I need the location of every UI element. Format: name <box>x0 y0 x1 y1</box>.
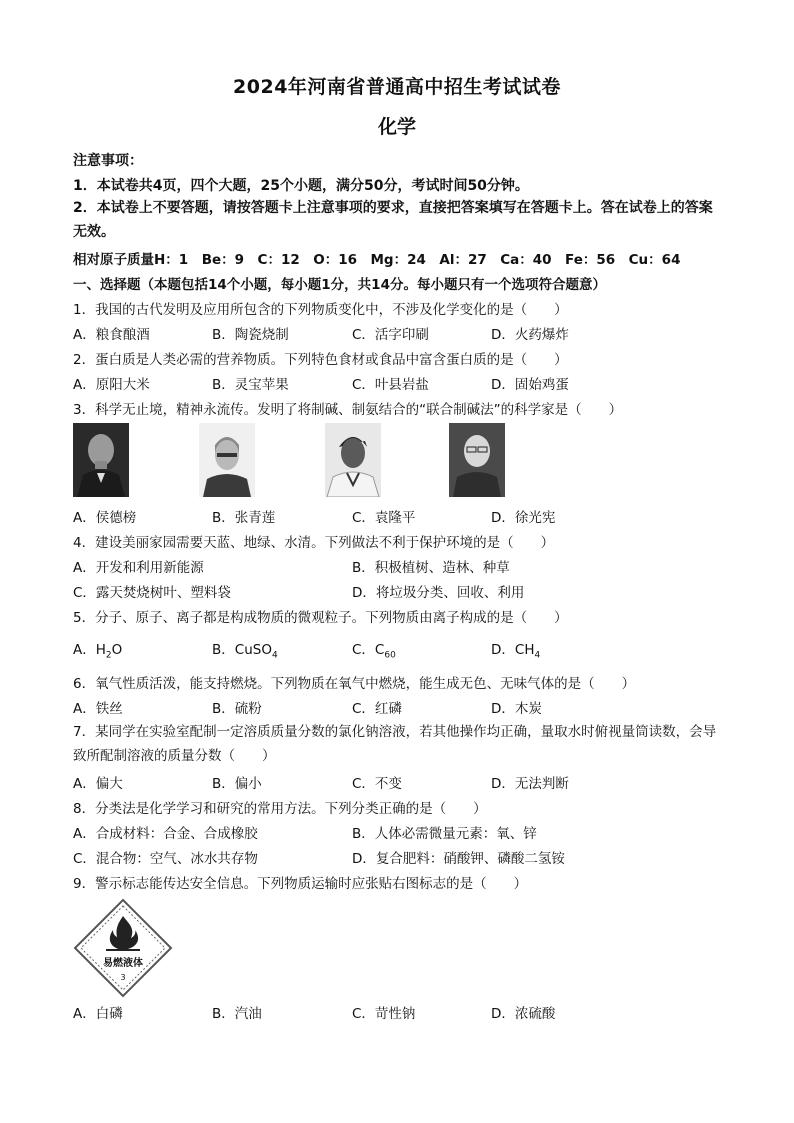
sign-label: 易燃液体 <box>103 958 143 969</box>
question-5-option-a[interactable] <box>73 638 122 661</box>
notice-heading: 注意事项： <box>73 153 143 169</box>
notice-item-1: 1．本试卷共4页，四个大题，25个小题，满分50分，考试时间50分钟。 <box>73 178 529 194</box>
question-3-option-b[interactable]: B．张青莲 <box>212 510 276 526</box>
question-8-option-a[interactable]: A．合成材料：合金、合成橡胶 <box>73 826 258 842</box>
question-4-option-a[interactable]: A．开发和利用新能源 <box>73 560 204 576</box>
question-7-option-d[interactable]: D．无法判断 <box>491 776 569 792</box>
option-text: D．CH <box>491 642 535 658</box>
question-3-stem: 3．科学无止境，精神永流传。发明了将制碱、制氨结合的“联合制碱法”的科学家是（ ） <box>73 402 623 418</box>
question-9-stem: 9．警示标志能传达安全信息。下列物质运输时应张贴右图标志的是（ ） <box>73 876 528 892</box>
subscript: 4 <box>271 650 278 661</box>
option-text: A．H <box>73 642 106 658</box>
sign-class-number: 3 <box>120 973 126 982</box>
question-8-option-c[interactable]: C．混合物：空气、冰水共存物 <box>73 851 258 867</box>
question-4-option-c[interactable]: C．露天焚烧树叶、塑料袋 <box>73 585 231 601</box>
question-9-option-a[interactable]: A．白磷 <box>73 1006 123 1022</box>
question-5-option-c[interactable] <box>352 638 396 661</box>
question-1-stem: 1．我国的古代发明及应用所包含的下列物质变化中，不涉及化学变化的是（ ） <box>73 302 568 318</box>
atomic-mass: 相对原子质量H：1 Be：9 C：12 O：16 Mg：24 Al：27 Ca：40 Fe：56 Cu：64 <box>73 252 681 268</box>
portrait-b <box>199 423 255 497</box>
question-1-option-c[interactable]: C．活字印刷 <box>352 327 429 343</box>
section-heading: 一、选择题（本题包括14个小题，每小题1分，共14分。每小题只有一个选项符合题意） <box>73 277 606 293</box>
question-7-option-a[interactable]: A．偏大 <box>73 776 123 792</box>
question-5-option-d[interactable] <box>491 638 540 661</box>
subscript: 60 <box>384 650 396 661</box>
question-6-option-c[interactable]: C．红磷 <box>352 701 402 717</box>
question-9-option-b[interactable]: B．汽油 <box>212 1006 262 1022</box>
question-6-option-d[interactable]: D．木炭 <box>491 701 542 717</box>
question-1-option-b[interactable]: B．陶瓷烧制 <box>212 327 289 343</box>
exam-title: 2024年河南省普通高中招生考试试卷 <box>233 76 561 98</box>
portrait-d <box>449 423 505 497</box>
flammable-liquid-sign <box>73 898 173 998</box>
question-3-option-d[interactable]: D．徐光宪 <box>491 510 556 526</box>
question-6-option-b[interactable]: B．硫粉 <box>212 701 262 717</box>
question-1-option-a[interactable]: A．粮食酿酒 <box>73 327 150 343</box>
subscript: 2 <box>105 650 112 661</box>
question-2-option-d[interactable]: D．固始鸡蛋 <box>491 377 569 393</box>
question-4-option-b[interactable]: B．积极植树、造林、种草 <box>352 560 510 576</box>
option-text: C．C <box>352 642 385 658</box>
question-8-option-b[interactable]: B．人体必需微量元素：氧、锌 <box>352 826 537 842</box>
question-4-stem: 4．建设美丽家园需要天蓝、地绿、水清。下列做法不利于保护环境的是（ ） <box>73 535 555 551</box>
question-1-option-d[interactable]: D．火药爆炸 <box>491 327 569 343</box>
question-7-option-c[interactable]: C．不变 <box>352 776 402 792</box>
notice-item-2: 2．本试卷上不要答题，请按答题卡上注意事项的要求，直接把答案填写在答题卡上。答在试卷上的答案无效。 <box>73 200 713 240</box>
question-5-stem: 5．分子、原子、离子都是构成物质的微观粒子。下列物质由离子构成的是（ ） <box>73 610 568 626</box>
question-6-option-a[interactable]: A．铁丝 <box>73 701 123 717</box>
subscript: 4 <box>534 650 541 661</box>
portrait-c <box>325 423 381 497</box>
question-2-option-b[interactable]: B．灵宝苹果 <box>212 377 289 393</box>
question-5-option-b[interactable] <box>212 638 278 661</box>
question-9-option-d[interactable]: D．浓硫酸 <box>491 1006 556 1022</box>
question-4-option-d[interactable]: D．将垃圾分类、回收、利用 <box>352 585 525 601</box>
subject-title: 化学 <box>377 116 416 138</box>
question-3-option-c[interactable]: C．袁隆平 <box>352 510 416 526</box>
question-2-stem: 2．蛋白质是人类必需的营养物质。下列特色食材或食品中富含蛋白质的是（ ） <box>73 352 568 368</box>
question-8-option-d[interactable]: D．复合肥料：硝酸钾、磷酸二氢铵 <box>352 851 565 867</box>
question-7-option-b[interactable]: B．偏小 <box>212 776 262 792</box>
question-2-option-a[interactable]: A．原阳大米 <box>73 377 150 393</box>
option-text: B．CuSO <box>212 642 272 658</box>
question-3-option-a[interactable]: A．侯德榜 <box>73 510 137 526</box>
question-6-stem: 6．氧气性质活泼，能支持燃烧。下列物质在氧气中燃烧，能生成无色、无味气体的是（ ） <box>73 676 636 692</box>
question-2-option-c[interactable]: C．叶县岩盐 <box>352 377 429 393</box>
question-8-stem: 8．分类法是化学学习和研究的常用方法。下列分类正确的是（ ） <box>73 801 487 817</box>
question-9-option-c[interactable]: C．苛性钠 <box>352 1006 416 1022</box>
portrait-a <box>73 423 129 497</box>
question-7-stem: 7．某同学在实验室配制一定溶质质量分数的氯化钠溶液，若其他操作均正确，量取水时俯视量筒读数，会导致所配制溶液的质量分数（ ） <box>73 724 717 764</box>
option-tail: O <box>111 642 123 658</box>
